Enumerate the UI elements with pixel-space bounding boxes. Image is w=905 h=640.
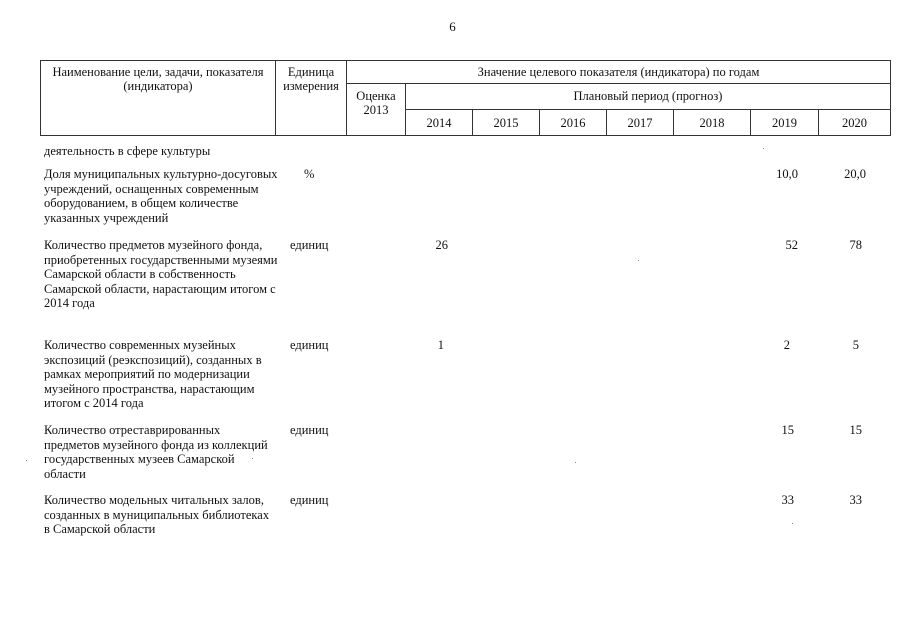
scan-speck (26, 460, 27, 461)
header-year-2020: 2020 (842, 116, 867, 130)
row-unit: % (304, 167, 315, 181)
row-indicator-name: Доля муниципальных культурно-досуговых учреждений, оснащенных современным оборудованием, в общем количестве указанных учреждений (44, 167, 278, 225)
row-indicator-name: Количество современных музейных экспозиций (реэкспозиций), созданных в рамках мероприятий по модернизации музейного пространства, нарастающим итогом с 2014 года (44, 338, 262, 410)
row-indicator-name: Количество предметов музейного фонда, приобретенных государственными музеями Самарской области в собственность Самарской области, нарастающим итогом с 2014 года (44, 238, 278, 310)
row-value-2019: 2 (783, 338, 790, 352)
row-unit: единиц (290, 493, 329, 507)
header-year-2014: 2014 (426, 116, 452, 130)
header-bottom-border (40, 135, 891, 136)
header-unit-column: Единица измерения (283, 65, 339, 93)
row-unit: единиц (290, 423, 329, 437)
row-value-2020: 20,0 (844, 167, 866, 181)
row-indicator-name: Количество модельных читальных залов, созданных в муниципальных библиотеках в Самарской области (44, 493, 270, 536)
scan-speck (763, 148, 764, 149)
header-values-column: Значение целевого показателя (индикатора) по годам (477, 65, 760, 79)
header-estimate-column: Оценка 2013 (356, 89, 396, 117)
row-value-2019: 15 (781, 423, 794, 437)
header-values-divider (346, 83, 891, 84)
header-right-border (890, 60, 891, 136)
row-value-2019: 52 (785, 238, 798, 252)
scan-speck (792, 523, 793, 524)
row-value-2019: 10,0 (776, 167, 798, 181)
page-number: 6 (449, 19, 456, 34)
header-year-2018: 2018 (699, 116, 725, 130)
row-unit: единиц (290, 238, 329, 252)
scan-speck (252, 458, 253, 459)
scan-speck (575, 462, 576, 463)
header-top-border (40, 60, 891, 61)
row-indicator-name: Количество отреставрированных предметов музейного фонда из коллекций государственных музеев Самарской области (44, 423, 268, 481)
row-value-2013: 1 (437, 338, 444, 352)
row-value-2020: 78 (849, 238, 862, 252)
row-value-2020: 15 (849, 423, 862, 437)
header-year-2019: 2019 (772, 116, 797, 130)
header-unit-values-divider (346, 60, 347, 136)
section-title: деятельность в сфере культуры (44, 144, 211, 158)
header-year-2016: 2016 (560, 116, 586, 130)
scan-speck (638, 260, 639, 261)
header-year-2017: 2017 (627, 116, 653, 130)
header-year-2015: 2015 (493, 116, 519, 130)
row-value-2013: 26 (435, 238, 448, 252)
header-planned-period: Плановый период (прогноз) (573, 89, 723, 103)
header-left-border (40, 60, 41, 136)
header-name-unit-divider (275, 60, 276, 136)
row-value-2020: 5 (852, 338, 859, 352)
header-name-column: Наименование цели, задачи, показателя (индикатора) (52, 65, 264, 93)
row-value-2019: 33 (781, 493, 794, 507)
row-unit: единиц (290, 338, 329, 352)
row-value-2020: 33 (849, 493, 862, 507)
